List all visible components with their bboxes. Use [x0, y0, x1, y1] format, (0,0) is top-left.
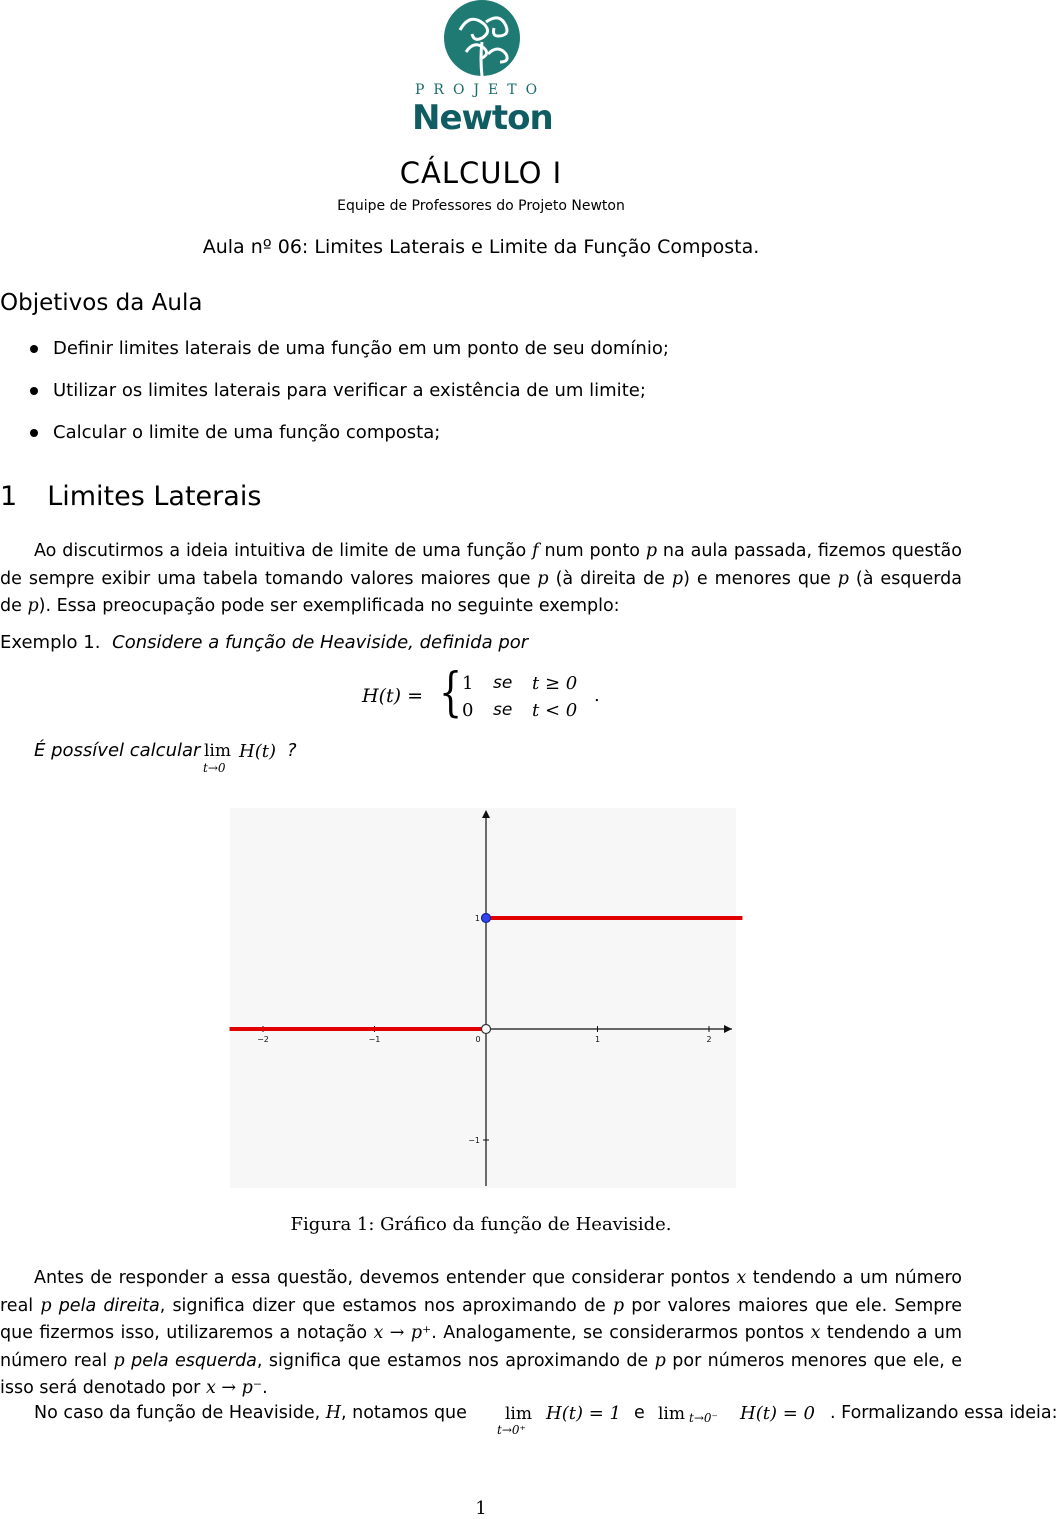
x-tick-label: 0: [475, 1035, 481, 1044]
lim-left-operator: lim: [658, 1404, 685, 1424]
list-item: Definir limites laterais de uma função em um ponto de seu domínio;: [0, 338, 962, 380]
section-heading: [0, 481, 261, 512]
list-item: Calcular o limite de uma função composta;: [0, 422, 962, 464]
lim-left-subscript: t→0⁻: [689, 1411, 718, 1425]
bullet-icon: [30, 429, 38, 437]
y-tick-label: 1: [474, 914, 480, 923]
y-tick-label: −1: [468, 1136, 480, 1145]
example-statement: [0, 632, 528, 653]
lim-right-operator: lim: [505, 1404, 532, 1424]
section-number: 1: [0, 481, 18, 512]
paragraph-heaviside-limits: No caso da função de Heaviside, H, notamos que lim t→0⁺ H(t) = 1 e lim t→0⁻ H(t) = 0 . Formalizando essa ideia:: [34, 1403, 1058, 1437]
example-question: É possível calcular lim t→0 H(t) ?: [34, 740, 297, 775]
page-subtitle: Equipe de Professores do Projeto Newton: [337, 198, 625, 214]
brace-icon: {: [438, 663, 463, 723]
example-text: Considere a função de Heaviside, definida por: [112, 632, 529, 653]
objectives-list: [0, 338, 962, 464]
example-label: Exemplo 1.: [0, 632, 101, 653]
heaviside-chart: [224, 808, 740, 1188]
x-tick-label: 2: [706, 1035, 712, 1044]
lim-operator: lim: [204, 741, 231, 761]
x-tick-label: −1: [368, 1035, 381, 1044]
list-item: Utilizar os limites laterais para verificar a existência de um limite;: [0, 380, 962, 422]
figure-caption: Figura 1: Gráfico da função de Heaviside.: [290, 1214, 672, 1235]
page-number: 1: [475, 1498, 487, 1519]
bullet-icon: [30, 345, 38, 353]
x-tick-label: 1: [594, 1035, 601, 1044]
bullet-icon: [30, 387, 38, 395]
heaviside-definition: H(t) = { 1 se t ≥ 0 0 se t < 0 .: [362, 663, 600, 723]
lesson-title: Aula nº 06: Limites Laterais e Limite da Função Composta.: [202, 236, 760, 258]
closed-point: [482, 914, 491, 923]
logo: [400, 0, 562, 140]
lim-right-subscript: t→0⁺: [497, 1423, 526, 1437]
intro-paragraph: Ao discutirmos a ideia intuitiva de limite de uma função f num ponto p na aula passada, fizemos questão de sempre exibir uma tabela tomando valores maiores que p (à direita de p) e menores que p (à esquerda de p). Essa preocupação pode ser exemplificada no seguinte exemplo:: [0, 541, 962, 616]
objectives-heading: Objetivos da Aula: [0, 290, 203, 316]
open-point: [482, 1025, 491, 1034]
logo-projeto-text: PROJETO: [415, 82, 547, 98]
logo-emblem-icon: [400, 0, 562, 80]
page-title: CÁLCULO I: [399, 156, 563, 190]
logo-newton-text: Newton: [412, 98, 553, 138]
paragraph-lateral-notation: Antes de responder a essa questão, devemos entender que considerar pontos x tendendo a um número real p pela direita, significa dizer que estamos nos aproximando de p por valores maiores que ele. Sempre que fizermos isso, utilizaremos a notação x → p⁺. Analogamente, se considerarmos pontos x tendendo a um número real p pela esquerda, significa que estamos nos aproximando de p por números menores que ele, e isso será denotado por x → p⁻.: [0, 1268, 962, 1398]
x-tick-label: −2: [257, 1035, 269, 1044]
chart-background: [230, 808, 736, 1188]
lim-subscript: t→0: [203, 761, 226, 775]
section-title: Limites Laterais: [47, 481, 262, 512]
definition-lhs: H(t) =: [362, 685, 423, 707]
